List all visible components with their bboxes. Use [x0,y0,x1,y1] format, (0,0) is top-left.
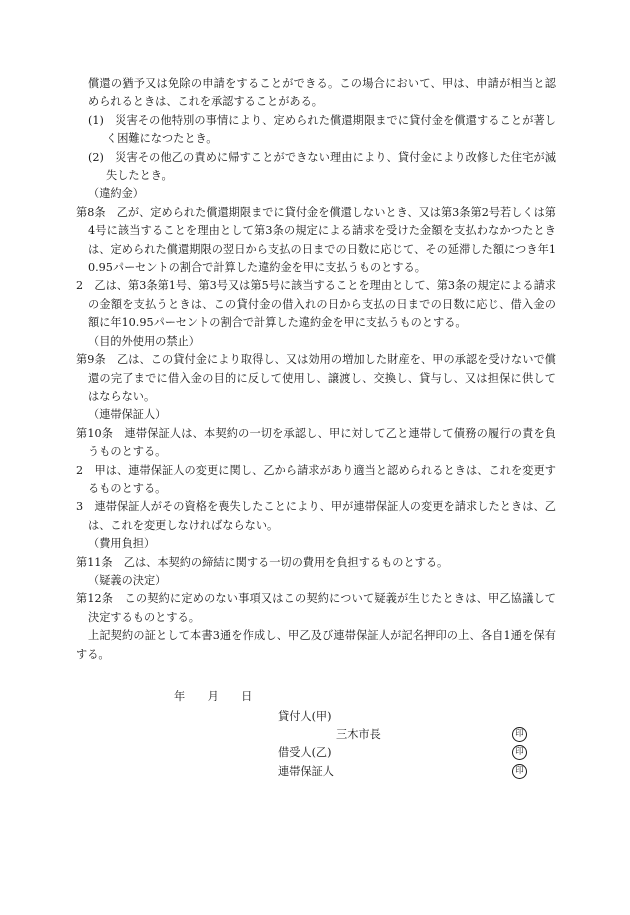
article-heading: （疑義の決定） [88,573,167,587]
article-11: 第11条 乙は、本契約の締結に関する一切の費用を負担するものとする。 [76,555,449,569]
seal-mark-icon: 印 [512,764,527,779]
article-heading: （費用負担） [88,537,156,551]
article-9: 第9条 乙は、この貸付金により取得し、又は効用の増加した財産を、甲の承認を受けないで償還の完了までに借入金の目的に反して使用し、譲渡し、交換し、貸与し、又は担保に供してはならない。 [76,353,556,403]
text-line: 償還の猶予又は免除の申請をすることができる。この場合において、甲は、申請が相当と認められるときは、これを承認することがある。 [88,77,556,109]
lender-name: 三木市長 [336,728,381,741]
list-item: (2) 災害その他乙の責めに帰すことができない理由により、貸付金により改修した住宅が滅失したとき。 [88,150,556,183]
article-10-paragraph-2: 2 甲は、連帯保証人の変更に関し、乙から請求があり適当と認められるときは、これを変更するものとする。 [76,463,556,495]
article-heading: （目的外使用の禁止） [88,334,200,348]
article-heading: （連帯保証人） [88,408,167,422]
article-8-paragraph-2: 2 乙は、第3条第1号、第3号又は第5号に該当することを理由として、第3条の規定による請求の金額を支払うときは、この貸付金の借入れの日から支払の日までの日数に応じ、借入金の額に年10.95パーセントの割合で計算した違約金を甲に支払うものとする。 [76,279,556,330]
lender-label: 貸付人(甲) [278,710,332,723]
contract-body [76,75,556,664]
borrower-label: 借受人(乙) [278,746,332,759]
article-12: 第12条 この契約に定めのない事項又はこの契約について疑義が生じたときは、甲乙協議して決定するものとする。 [76,592,556,624]
list-item: (1) 災害その他特別の事情により、定められた償還期限までに貸付金を償還することが著しく困難になつたとき。 [88,113,556,146]
article-heading: （違約金） [88,187,144,201]
article-8: 第8条 乙が、定められた償還期限までに貸付金を償還しないとき、又は第3条第2号若しくは第4号に該当することを理由として第3条の規定による請求を受けた金額を支払わなかつたときは、定められた償還期限の翌日から支払の日までの日数に応じて、その延滞した額につき年10.95パーセントの割合で計算した違約金を甲に支払うものとする。 [76,205,556,275]
guarantor-label: 連帯保証人 [278,765,334,778]
date-line: 年 月 日 [174,690,253,703]
article-10-paragraph-3: 3 連帯保証人がその資格を喪失したことにより、甲が連帯保証人の変更を請求したときは、乙は、これを変更しなければならない。 [76,500,556,532]
closing-statement: 上記契約の証として本書3通を作成し、甲乙及び連帯保証人が記名押印の上、各自1通を保有する。 [76,629,556,661]
seal-mark-icon: 印 [512,745,527,760]
article-10: 第10条 連帯保証人は、本契約の一切を承認し、甲に対して乙と連帯して債務の履行の責を負うものとする。 [76,426,556,459]
seal-mark-icon: 印 [512,727,527,742]
